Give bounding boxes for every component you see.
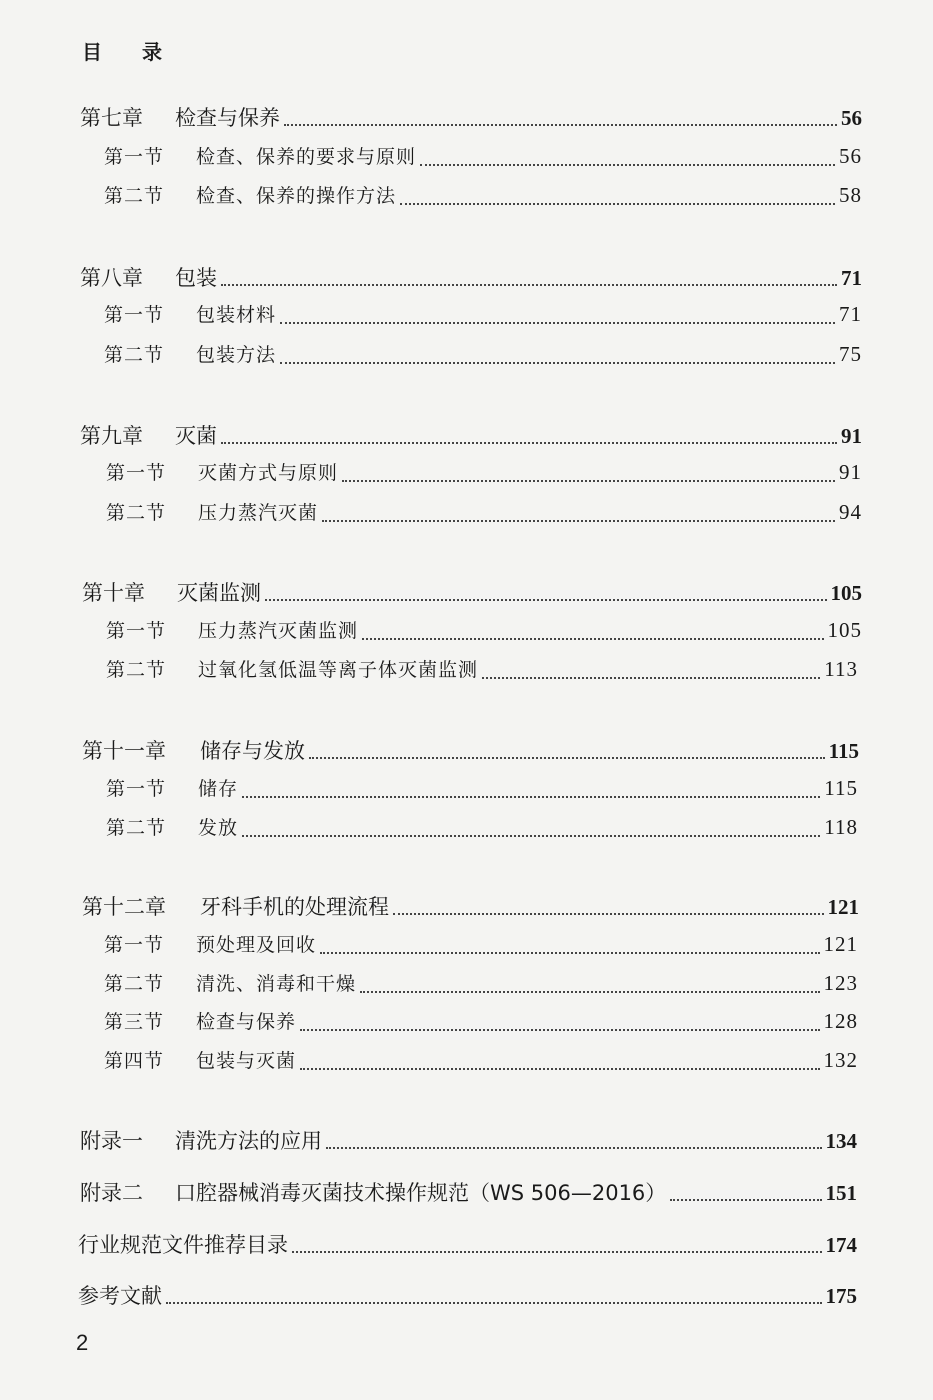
leader-dots [482, 677, 820, 679]
leader-dots [300, 1068, 819, 1070]
entry-page: 121 [823, 932, 858, 956]
entry-title: 包装材料 [196, 304, 277, 326]
entry-title: 预处理及回收 [196, 934, 317, 956]
toc-chapter-8 [80, 262, 862, 292]
toc-chapter-7 [80, 102, 862, 132]
toc-recommended-standards [78, 1229, 857, 1259]
leader-dots [342, 480, 835, 482]
leader-dots [166, 1302, 822, 1304]
entry-number: 第四节 [104, 1050, 165, 1072]
entry-title: 压力蒸汽灭菌 [198, 502, 319, 524]
entry-number: 第一节 [104, 146, 165, 168]
entry-title: 储存 [198, 778, 239, 800]
entry-title: 过氧化氢低温等离子体灭菌监测 [198, 659, 479, 681]
entry-number: 第二节 [104, 973, 165, 995]
entry-page: 105 [830, 581, 862, 605]
entry-number: 第二节 [104, 185, 165, 207]
entry-number: 第九章 [80, 424, 143, 448]
entry-page: 105 [827, 618, 862, 642]
entry-number: 第二节 [106, 659, 167, 681]
leader-dots [326, 1147, 822, 1149]
entry-number: 第一节 [106, 462, 167, 484]
toc-section [104, 142, 862, 172]
leader-dots [242, 796, 820, 798]
toc-section [104, 1007, 858, 1037]
entry-page: 71 [839, 302, 862, 326]
page-number: 2 [76, 1330, 89, 1355]
entry-page: 134 [825, 1129, 857, 1153]
leader-dots [221, 442, 837, 444]
entry-title: 检查、保养的要求与原则 [196, 146, 417, 168]
toc-section [104, 300, 862, 330]
entry-title: 储存与发放 [200, 739, 305, 763]
leader-dots [265, 599, 827, 601]
entry-number: 第二节 [106, 502, 167, 524]
entry-title: 口腔器械消毒灭菌技术操作规范（WS 506—2016） [175, 1181, 667, 1205]
entry-title: 清洗方法的应用 [175, 1129, 322, 1153]
toc-appendix-2 [80, 1177, 857, 1207]
leader-dots [280, 322, 835, 324]
leader-dots [309, 757, 825, 759]
entry-number: 第一节 [106, 620, 167, 642]
entry-page: 115 [828, 739, 859, 763]
entry-title: 牙科手机的处理流程 [200, 895, 389, 919]
entry-page: 128 [823, 1009, 858, 1033]
entry-title: 检查与保养 [175, 106, 280, 130]
toc-section [106, 813, 858, 843]
toc-section [106, 774, 858, 804]
entry-title: 压力蒸汽灭菌监测 [198, 620, 359, 642]
entry-number: 第十章 [82, 581, 145, 605]
entry-title: 行业规范文件推荐目录 [78, 1233, 288, 1257]
leader-dots [300, 1029, 819, 1031]
toc-section [106, 498, 862, 528]
entry-number: 附录一 [80, 1129, 143, 1153]
toc-section [104, 340, 862, 370]
leader-dots [292, 1251, 822, 1253]
leader-dots [320, 952, 819, 954]
entry-page: 91 [841, 424, 862, 448]
toc-section [104, 181, 862, 211]
entry-page: 151 [825, 1181, 857, 1205]
entry-title: 灭菌方式与原则 [198, 462, 339, 484]
toc-section [106, 655, 858, 685]
leader-dots [221, 284, 837, 286]
entry-title: 包装 [175, 266, 217, 290]
entry-number: 第二节 [106, 817, 167, 839]
leader-dots [400, 203, 835, 205]
entry-number: 第一节 [104, 934, 165, 956]
toc-section [106, 616, 862, 646]
entry-number: 第一节 [104, 304, 165, 326]
toc-section [106, 458, 862, 488]
entry-page: 132 [823, 1048, 858, 1072]
entry-page: 118 [824, 815, 858, 839]
toc-references [78, 1280, 857, 1310]
toc-chapter-11 [82, 735, 859, 765]
entry-page: 56 [839, 144, 862, 168]
entry-title: 灭菌监测 [177, 581, 261, 605]
toc-appendix-1 [80, 1125, 857, 1155]
toc-chapter-10 [82, 577, 862, 607]
entry-number: 附录二 [80, 1181, 143, 1205]
toc-section [104, 1046, 858, 1076]
leader-dots [242, 835, 820, 837]
leader-dots [393, 913, 824, 915]
toc-chapter-9 [80, 420, 862, 450]
entry-page: 174 [825, 1233, 857, 1257]
entry-page: 91 [839, 460, 862, 484]
leader-dots [360, 991, 819, 993]
entry-page: 175 [825, 1284, 857, 1308]
entry-page: 75 [839, 342, 862, 366]
entry-number: 第八章 [80, 266, 143, 290]
toc-section [104, 930, 858, 960]
entry-page: 58 [839, 183, 862, 207]
entry-title: 包装方法 [196, 344, 277, 366]
leader-dots [670, 1199, 821, 1201]
entry-page: 71 [841, 266, 862, 290]
entry-number: 第一节 [106, 778, 167, 800]
leader-dots [280, 362, 835, 364]
entry-page: 115 [824, 776, 858, 800]
entry-title: 检查、保养的操作方法 [196, 185, 397, 207]
running-head: 目录 [82, 40, 202, 64]
entry-number: 第十一章 [82, 739, 166, 763]
entry-title: 参考文献 [78, 1284, 162, 1308]
entry-number: 第二节 [104, 344, 165, 366]
entry-number: 第七章 [80, 106, 143, 130]
leader-dots [322, 520, 835, 522]
entry-page: 56 [841, 106, 862, 130]
leader-dots [284, 124, 837, 126]
entry-title: 包装与灭菌 [196, 1050, 297, 1072]
entry-title: 清洗、消毒和干燥 [196, 973, 357, 995]
entry-title: 发放 [198, 817, 239, 839]
entry-page: 94 [839, 500, 862, 524]
entry-page: 121 [827, 895, 859, 919]
leader-dots [362, 638, 823, 640]
entry-page: 113 [824, 657, 858, 681]
leader-dots [420, 164, 835, 166]
entry-title: 灭菌 [175, 424, 217, 448]
entry-page: 123 [823, 971, 858, 995]
entry-number: 第十二章 [82, 895, 166, 919]
toc-section [104, 969, 858, 999]
entry-title: 检查与保养 [196, 1011, 297, 1033]
toc-chapter-12 [82, 891, 859, 921]
entry-number: 第三节 [104, 1011, 165, 1033]
